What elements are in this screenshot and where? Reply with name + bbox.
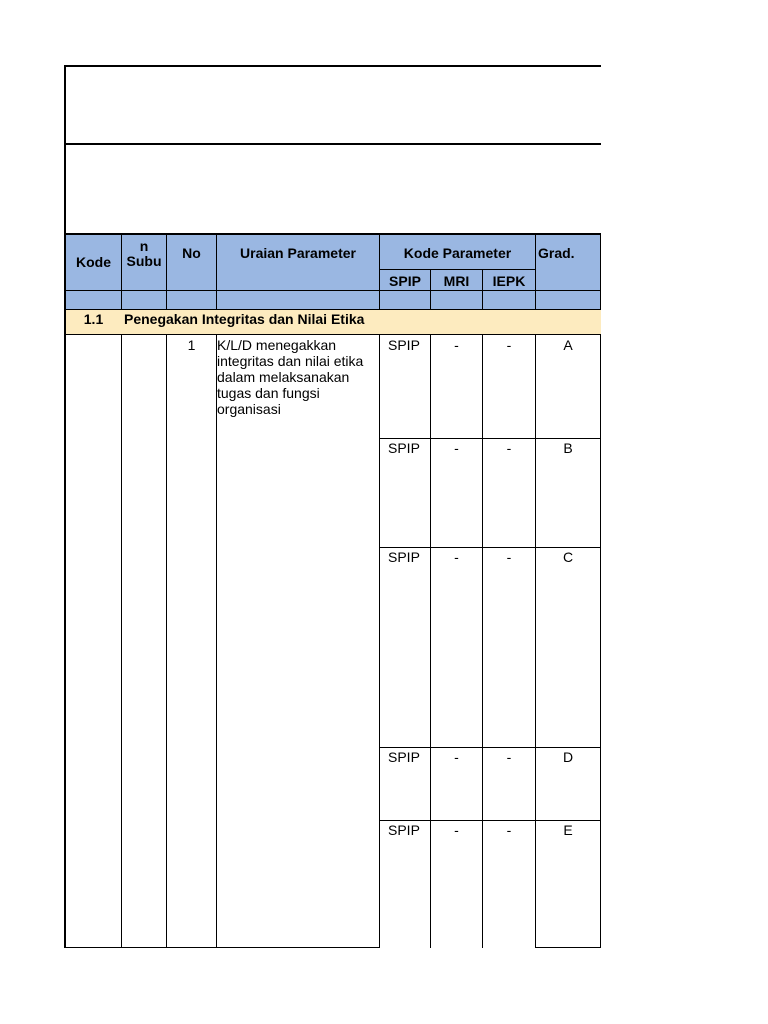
row-a-grad: A [563, 337, 573, 353]
row-b-spip: SPIP [388, 440, 420, 456]
title-divider [64, 143, 601, 145]
row-d-iepk: - [506, 749, 512, 765]
row-a-iepk: - [506, 337, 512, 353]
row-line-c [379, 547, 601, 548]
col-line-right [600, 234, 601, 310]
top-border [64, 65, 601, 67]
row-b-iepk: - [506, 440, 512, 456]
header-iepk: IEPK [492, 273, 526, 289]
col-line-mri-body [430, 334, 431, 948]
col-line-uraian-body [216, 334, 217, 948]
row-e-spip: SPIP [388, 822, 420, 838]
row-e-grad: E [563, 822, 573, 838]
header-bottom-line [64, 290, 601, 291]
col-line-no-body [166, 334, 167, 948]
col-line-spip-body [379, 334, 380, 948]
row-a-spip: SPIP [388, 337, 420, 353]
header-subu-bottom: Subu [126, 253, 162, 269]
col-line-grad-body [535, 334, 536, 948]
row-line-d [379, 747, 601, 748]
row-b-mri: - [454, 440, 459, 456]
col-line-grad [535, 234, 536, 310]
row-e-iepk: - [506, 822, 512, 838]
subheader-line [379, 269, 535, 270]
blank-row-bottom-line [64, 309, 601, 310]
header-mri: MRI [443, 273, 470, 289]
header-no: No [182, 245, 201, 261]
bottom-line-grad [535, 947, 601, 948]
header-spip: SPIP [389, 273, 421, 289]
header-kode-parameter: Kode Parameter [403, 245, 512, 261]
parameter-no: 1 [187, 337, 196, 353]
row-b-grad: B [563, 440, 573, 456]
header-top-line [64, 233, 601, 235]
row-d-mri: - [454, 749, 459, 765]
row-c-grad: C [562, 549, 574, 565]
row-line-b [379, 438, 601, 439]
section-kode: 1.1 [83, 311, 104, 327]
left-border [64, 65, 66, 948]
col-line-iepk-body [482, 334, 483, 948]
header-grad: Grad. [538, 245, 575, 261]
header-subu-top: n [139, 238, 149, 254]
col-line-right-body [600, 334, 601, 948]
row-c-mri: - [454, 549, 459, 565]
section-bottom-line [64, 334, 601, 335]
row-d-spip: SPIP [388, 749, 420, 765]
row-c-spip: SPIP [388, 549, 420, 565]
row-a-mri: - [454, 337, 459, 353]
bottom-line-left [64, 947, 380, 948]
parameter-uraian: K/L/D menegakkan integritas dan nilai etika dalam melaksanakan tugas dan fungsi organisasi [217, 337, 364, 417]
row-c-iepk: - [506, 549, 512, 565]
section-title: Penegakan Integritas dan Nilai Etika [124, 311, 365, 327]
header-kode: Kode [76, 254, 111, 270]
col-line-subu-body [121, 334, 122, 948]
row-d-grad: D [562, 749, 574, 765]
header-uraian: Uraian Parameter [240, 245, 356, 261]
row-line-e [379, 820, 601, 821]
row-e-mri: - [454, 822, 459, 838]
